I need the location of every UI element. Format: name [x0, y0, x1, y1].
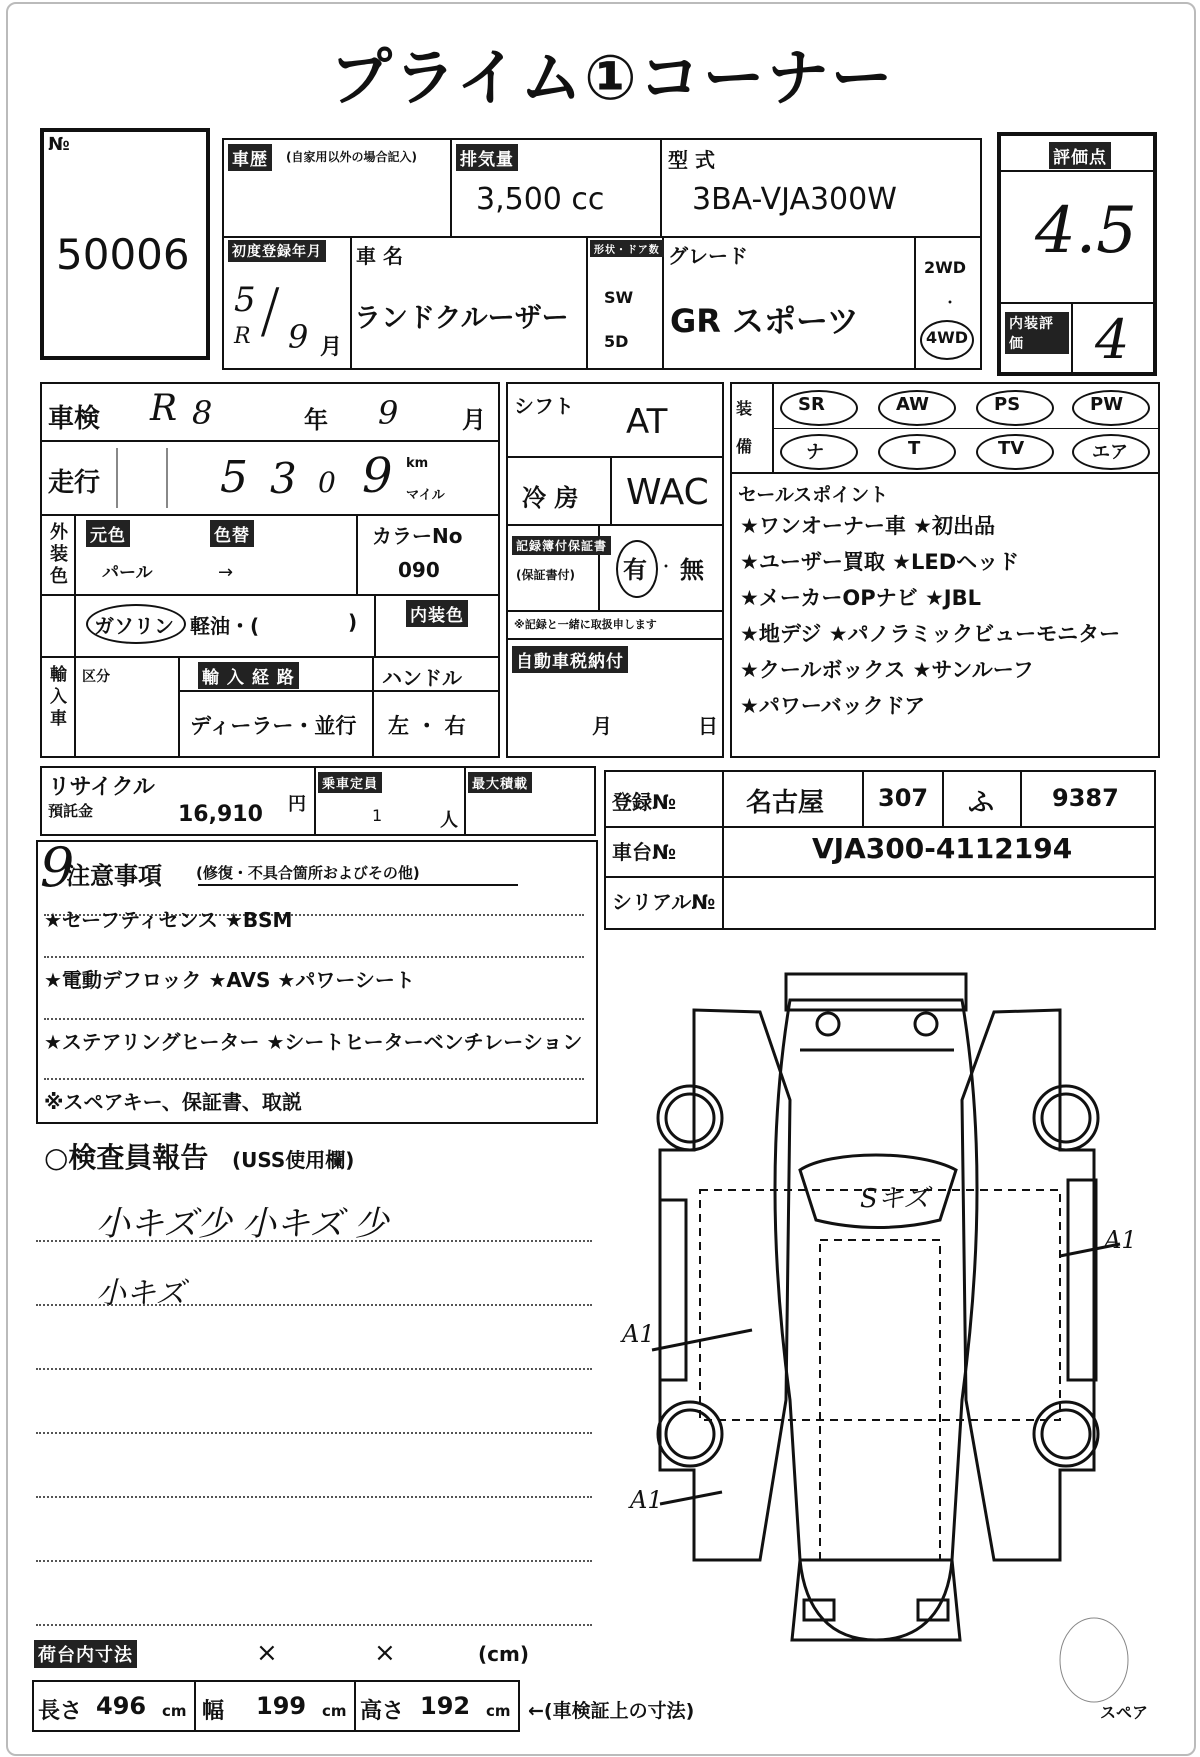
first-reg-label: 初度登録年月 — [228, 240, 326, 262]
cargo-label: 荷台内寸法 — [34, 1640, 137, 1668]
grade-score-label: 評価点 — [1049, 142, 1111, 169]
capacity-value: 1 — [372, 806, 383, 825]
plate-label: 登録№ — [612, 790, 677, 814]
first-reg-year: 5 — [234, 280, 256, 320]
equip-pw-label: PW — [1090, 394, 1124, 415]
notes-header: 注意事項 — [66, 862, 162, 890]
diagram-rear-mark: A1 — [630, 1486, 663, 1514]
inspector-sub: (USS使用欄) — [232, 1148, 355, 1172]
handle-label: ハンドル — [382, 666, 462, 690]
grade-score-value: 4.5 — [1035, 194, 1137, 268]
inspection-year-unit: 年 — [304, 406, 328, 434]
plate-number: 9387 — [1052, 784, 1119, 812]
records-yes: 有 — [623, 556, 647, 584]
interior-grade-value: 4 — [1095, 308, 1130, 371]
lot-number-label: № — [48, 134, 70, 155]
model-type-value: 3BA-VJA300W — [692, 182, 897, 217]
notes-block — [36, 836, 598, 1124]
sales-points-header: セールスポイント — [738, 484, 889, 506]
notes-header-sub: (修復・不具合箇所およびその他) — [196, 864, 420, 882]
dimensions-block — [32, 1680, 520, 1732]
note-item: ※スペアキー、保証書、取説 — [44, 1090, 302, 1114]
top-info-grid: 車歴 (自家用以外の場合記入) 排気量 3,500 cc 型 式 3BA-VJA300W 初度登録年月 5 R / 9 月 車 名 ランドクルーザー 形状・ドア数 SW 5D グレード GR スポーツ 2WD ・ 4WD — [222, 138, 982, 370]
cargo-unit: (cm) — [478, 1642, 529, 1666]
plate-class: 307 — [878, 784, 929, 812]
load-label: 最大積載 — [468, 772, 532, 793]
sheet-title: プライム①コーナー — [330, 41, 895, 114]
length-value: 496 — [96, 1692, 147, 1720]
model-type-label: 型 式 — [668, 148, 715, 172]
inspection-month-unit: 月 — [462, 406, 486, 434]
serial-label: シリアル№ — [612, 890, 716, 914]
shift-value: AT — [626, 402, 668, 442]
import-route-label: 輸 入 経 路 — [198, 662, 299, 689]
sales-point-item: ★ワンオーナー車 ★初出品 — [740, 514, 995, 538]
capacity-unit: 人 — [440, 810, 458, 831]
records-note: ※記録と一緒に取扱申します — [514, 618, 657, 631]
tax-label: 自動車税納付 — [512, 646, 628, 673]
height-value: 192 — [420, 1692, 471, 1720]
capacity-label: 乗車定員 — [318, 772, 382, 793]
dimensions-note: ←(車検証上の寸法) — [528, 1700, 695, 1722]
displacement-label: 排気量 — [456, 144, 518, 171]
length-label: 長さ — [38, 1699, 83, 1724]
doors-sw: SW — [604, 288, 634, 307]
sales-point-item: ★パワーバックドア — [740, 694, 926, 718]
equipment-side-top: 装備 — [736, 399, 753, 456]
car-history-note: (自家用以外の場合記入) — [286, 150, 417, 164]
sales-point-item: ★地デジ ★パノラミックビューモニター — [740, 622, 1121, 646]
fuel-other: 軽油・( — [190, 614, 260, 638]
inspector-line: 小キズ少 小キズ 少 — [96, 1204, 389, 1244]
diagram-left-mark: A1 — [622, 1320, 655, 1348]
interior-grade-label: 内装評価 — [1005, 312, 1069, 354]
diagram-right-mark: A1 — [1104, 1226, 1137, 1254]
height-label: 高さ — [360, 1699, 405, 1724]
inspection-month: 9 — [378, 394, 399, 432]
drive-2wd: 2WD — [924, 258, 967, 277]
chassis-value: VJA300-4112194 — [812, 832, 1073, 865]
cargo-x1: × — [256, 1638, 278, 1668]
equip-tv-label: TV — [998, 438, 1025, 459]
sales-point-item: ★メーカーOPナビ ★JBL — [740, 586, 981, 610]
fuel-other-close: ) — [348, 610, 358, 634]
mileage-unit-mile: マイル — [406, 488, 445, 503]
records-sub: (保証書付) — [516, 568, 575, 582]
inspection-year: 8 — [192, 394, 213, 432]
mileage-unit-km: km — [406, 456, 429, 471]
doors-label: 形状・ドア数 — [590, 240, 664, 257]
import-sub-label: 区分 — [82, 669, 110, 685]
grade-value: GR スポーツ — [670, 302, 859, 340]
inspection-block: 車検 R 8 年 9 月 走行 5 3 0 9 km マイル 外装色 元色 色替 パール → カラーNo 090 ガソリン 軽油・( ) 内装色 輸入車 区分 輸 入 経 路 ディーラー・並行 ハンドル 左 ・ 右 — [40, 382, 500, 758]
length-unit: cm — [162, 1702, 187, 1720]
color-code-value: 090 — [398, 558, 440, 582]
interior-color-label: 内装色 — [406, 600, 468, 627]
notes-mark: 9 — [40, 836, 75, 899]
inspection-era: R — [150, 388, 178, 429]
drive-4wd: 4WD — [926, 328, 969, 347]
sales-point-item: ★ユーザー買取 ★LEDヘッド — [740, 550, 1020, 574]
equip-aw-label: AW — [896, 394, 929, 415]
records-label: 記録簿付保証書 — [512, 536, 611, 555]
mileage-label: 走行 — [48, 468, 101, 498]
plate-region: 名古屋 — [746, 788, 825, 818]
equip-nav-label: ナ — [806, 442, 824, 463]
sales-point-item: ★クールボックス ★サンルーフ — [740, 658, 1034, 682]
lot-number-box — [40, 128, 210, 360]
recycle-sub: 預託金 — [48, 802, 94, 820]
inspection-label: 車検 — [48, 404, 101, 434]
recycle-unit: 円 — [288, 794, 306, 815]
mileage-digit-2: 3 — [270, 454, 297, 503]
grade-label: グレード — [668, 244, 748, 268]
car-history-label: 車歴 — [228, 144, 272, 171]
fuel-gasoline: ガソリン — [94, 614, 174, 638]
first-reg-era: R — [234, 324, 251, 349]
first-reg-month: 9 — [288, 318, 309, 356]
records-no: 無 — [680, 556, 704, 584]
equip-leather-label: T — [908, 438, 921, 459]
handle-value: 左 ・ 右 — [388, 714, 466, 738]
chassis-label: 車台№ — [612, 840, 677, 864]
note-item: ★セーフティセンス ★BSM — [44, 908, 293, 932]
mileage-digit-1: 5 — [220, 452, 248, 503]
equip-air-label: エア — [1092, 442, 1128, 463]
note-item: ★電動デフロック ★AVS ★パワーシート — [44, 968, 415, 992]
mileage-digit-3: 0 — [318, 466, 336, 499]
inspector-line: 小キズ — [96, 1276, 186, 1311]
color-original-label: 元色 — [86, 520, 130, 547]
cooling-value: WAC — [626, 472, 709, 513]
color-side-label: 外装色 — [50, 522, 68, 587]
import-side-label: 輸入車 — [50, 665, 67, 729]
width-label: 幅 — [202, 1699, 225, 1724]
displacement-value: 3,500 cc — [476, 182, 605, 217]
width-value: 199 — [256, 1692, 307, 1720]
equip-sr-label: SR — [798, 394, 825, 415]
car-name-label: 車 名 — [356, 244, 403, 268]
spare-label: スペア — [1100, 1703, 1149, 1722]
plate-kana: ふ — [968, 788, 995, 818]
recycle-amount: 16,910 — [178, 802, 263, 827]
tax-day: 日 — [698, 714, 718, 738]
recycle-label: リサイクル — [48, 775, 155, 800]
recycle-block — [40, 766, 596, 836]
note-item: ★ステアリングヒーター ★シートヒーターベンチレーション — [44, 1030, 583, 1054]
inspector-header: ○検査員報告 — [44, 1141, 209, 1174]
shift-block: シフト AT 冷 房 WAC 記録簿付保証書 (保証書付) 有 ・ 無 ※記録と一緒に取扱申します 自動車税納付 月 日 — [506, 382, 724, 758]
doors-count: 5D — [604, 332, 629, 351]
cargo-x2: × — [374, 1638, 396, 1668]
color-current-label: 色替 — [210, 520, 254, 547]
mileage-digit-4: 9 — [362, 448, 393, 504]
lot-number: 50006 — [56, 230, 190, 279]
sales-points-list — [740, 508, 1120, 724]
registration-block — [604, 770, 1156, 930]
grade-score-box — [997, 132, 1157, 376]
import-route-value: ディーラー・並行 — [190, 714, 357, 738]
tax-month: 月 — [592, 714, 612, 738]
color-original-value: パール — [102, 563, 153, 583]
cooling-label: 冷 房 — [522, 484, 579, 512]
car-name-value: ランドクルーザー — [354, 303, 569, 334]
shift-label: シフト — [514, 394, 574, 418]
equip-ps-label: PS — [994, 394, 1021, 415]
width-unit: cm — [322, 1702, 347, 1720]
color-code-label: カラーNo — [372, 524, 463, 548]
diagram-roof-mark: Sキズ — [860, 1184, 930, 1214]
equipment-block — [730, 382, 1160, 758]
height-unit: cm — [486, 1702, 511, 1720]
first-reg-month-unit: 月 — [320, 335, 343, 360]
